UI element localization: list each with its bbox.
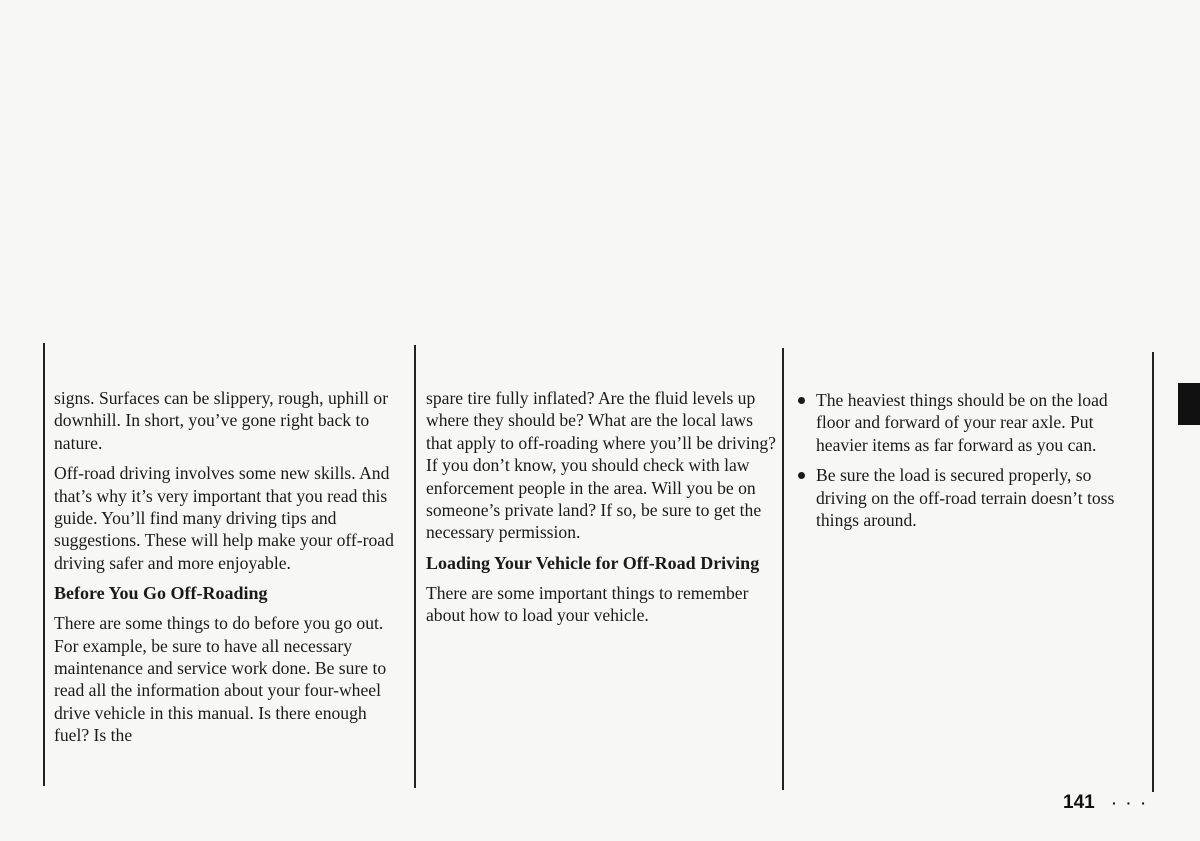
bullet-text: Be sure the load is secured properly, so driving on the off-road terrain doesn’t toss things around.	[816, 465, 1115, 531]
loading-bullet-list	[796, 389, 1146, 531]
column-rule-left	[43, 343, 45, 786]
column-1	[54, 387, 404, 755]
column-3	[796, 389, 1146, 539]
bullet-text: The heaviest things should be on the load floor and forward of your rear axle. Put heavier items as far forward as you can.	[816, 390, 1108, 455]
column-rule-right	[1152, 352, 1154, 792]
page-number: 141	[1063, 792, 1095, 813]
list-item	[796, 389, 1146, 456]
bullet-icon	[798, 397, 805, 404]
heading-before-you-go: Before You Go Off-Roading	[54, 583, 268, 604]
col1-paragraph-3: There are some things to do before you go out. For example, be sure to have all necessary maintenance and service work done. Be sure to read all the information about your four-wheel drive vehicle in this manual. Is there enough fuel? Is the	[54, 613, 387, 746]
col2-paragraph-2: There are some important things to remember about how to load your vehicle.	[426, 582, 749, 626]
list-item	[796, 464, 1146, 531]
column-rule-3	[782, 348, 784, 790]
section-tab-marker	[1178, 383, 1200, 425]
col2-paragraph-1: spare tire fully inflated? Are the fluid levels up where they should be? What are the local laws that apply to off-roading where you’ll be driving? If you don’t know, you should check with law enforcement people in the area. Will you be on someone’s private land? If so, be sure to get the necessary permission.	[426, 388, 776, 543]
heading-loading-vehicle: Loading Your Vehicle for Off-Road Driving	[426, 552, 760, 573]
col1-paragraph-1: signs. Surfaces can be slippery, rough, uphill or downhill. In short, you’ve gone right back to nature.	[54, 388, 389, 453]
column-rule-2	[414, 345, 416, 788]
bullet-icon	[798, 472, 805, 479]
col1-paragraph-2: Off-road driving involves some new skills. And that’s why it’s very important that you read this guide. You’ll find many driving tips and suggestions. These will help make your off-road driving safer and more enjoyable.	[54, 463, 394, 573]
page-number-dots: · · ·	[1112, 795, 1149, 811]
column-2	[426, 387, 776, 635]
